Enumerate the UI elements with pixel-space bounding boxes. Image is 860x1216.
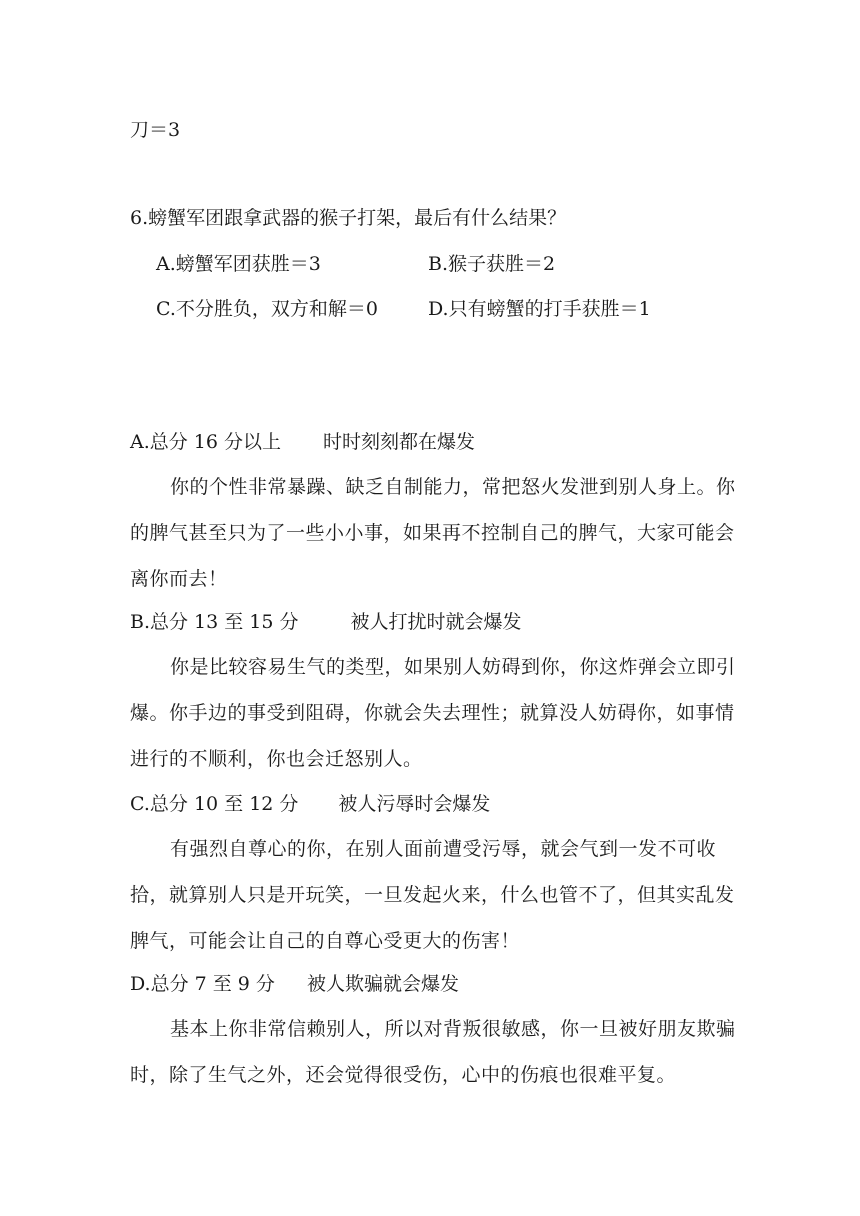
question-6-option-c: C.不分胜负，双方和解＝0: [156, 298, 378, 320]
result-c-title: 被人污辱时会爆发: [338, 793, 491, 815]
result-d-heading: [130, 972, 459, 996]
question-6-option-a: A.螃蟹军团获胜＝3: [156, 253, 321, 275]
question-6-option-b: B.猴子获胜＝2: [428, 253, 556, 275]
result-b-score: B.总分 13 至 15 分: [130, 611, 299, 633]
result-d-description: 基本上你非常信赖别人，所以对背叛很敏感，你一旦被好朋友欺骗时，除了生气之外，还会觉得很受伤，心中的伤痕也很难平复。: [130, 1018, 736, 1086]
result-c-heading: [130, 792, 490, 816]
result-a-score: A.总分 16 分以上: [130, 431, 282, 453]
result-a-description: 你的个性非常暴躁、缺乏自制能力，常把怒火发泄到别人身上。你的脾气甚至只为了一些小小事，如果再不控制自己的脾气，大家可能会离你而去！: [130, 476, 736, 590]
previous-question-fragment: 刀＝3: [130, 119, 181, 141]
question-6-stem: 6.螃蟹军团跟拿武器的猴子打架，最后有什么结果？: [130, 207, 567, 229]
question-6-option-d: D.只有螃蟹的打手获胜＝1: [428, 298, 651, 320]
result-b-description: 你是比较容易生气的类型，如果别人妨碍到你，你这炸弹会立即引爆。你手边的事受到阻碍，你就会失去理性；就算没人妨碍你，如事情进行的不顺利，你也会迁怒别人。: [130, 656, 736, 770]
result-a-heading: [130, 430, 475, 454]
result-c-score: C.总分 10 至 12 分: [130, 793, 299, 815]
result-b-title: 被人打扰时就会爆发: [350, 611, 522, 633]
result-c-description: 有强烈自尊心的你，在别人面前遭受污辱，就会气到一发不可收拾，就算别人只是开玩笑，一旦发起火来，什么也管不了，但其实乱发脾气，可能会让自己的自尊心受更大的伤害！: [130, 838, 735, 952]
result-d-title: 被人欺骗就会爆发: [306, 973, 459, 995]
result-d-score: D.总分 7 至 9 分: [130, 973, 275, 995]
result-a-title: 时时刻刻都在爆发: [323, 431, 476, 453]
result-b-heading: [130, 610, 522, 634]
